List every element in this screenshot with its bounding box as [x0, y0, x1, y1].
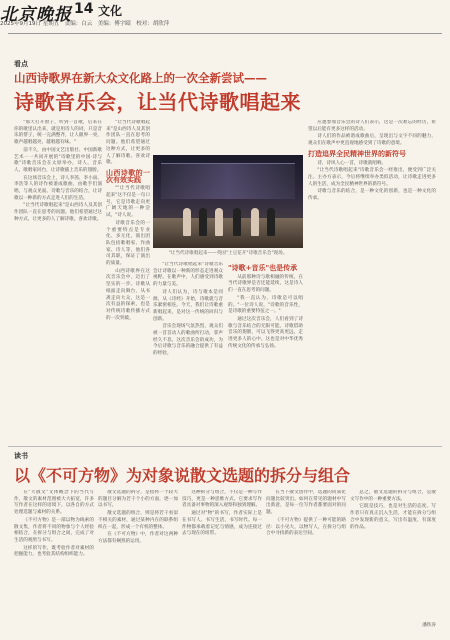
paragraph: 《不可方物》提供了一种可能的路径：以小见大，以物写人，在拆分与组合中寻找新的表达空间。: [266, 517, 346, 537]
paragraph: 在这场音乐会上，诗人李茜、李小雨、李浩等人的诗作被谱成歌曲，由歌手们演唱，与观众见面。诗歌与音乐的结合，让诗歌以一种新的方式走进人们的生活。: [14, 175, 102, 201]
performer: [267, 208, 275, 236]
section-divider: [8, 446, 442, 447]
paragraph: 诗人们的作品被谱成歌曲后，呈现出与文字不同的魅力，观众们在歌声中更直观地感受到了诗歌的意境。: [308, 134, 436, 147]
paragraph: ""让当代诗歌唱起来"这不仅是一句口号，它是诗歌走向更广阔天地的一种尝试。"诗人说。: [106, 186, 150, 219]
article2-headline: 以《不可方物》为对象说散文选题的拆分与组合: [14, 466, 351, 485]
paragraph: 前不久，由中国文艺出版社、中国新歌艺术一一共同开展的"诗歌里的中国·诗与歌"诗歌音乐会在太原举办，诗人、音乐人、歌唱家同台，让诗歌插上音乐的翅膀。: [14, 147, 102, 173]
article1-column-1: [14, 120, 102, 442]
paragraph: 《不可方物》是一部以物为线索的散文集，作者将不同的物象与个人经验相结合，在拆分与组合之间，完成了对生活的观照与书写。: [14, 517, 94, 543]
paragraph: 总之，散文选题的拆分与组合，是散文写作中的一种重要方法。: [350, 490, 436, 502]
dateline: 2025年9月19日 星期五 责编：白云 美编：傅宇赜 校对：胡欣萍: [0, 21, 170, 27]
paragraph: 山西诗歌界在这次音乐会中，迈出了坚实的一步。诗歌从纸面走向舞台，从书斋走向大众，这是一次有益的探索，也是对传统诗歌传播方式的一次突破。: [106, 268, 150, 321]
paragraph: 音乐会现场气氛热烈，观众们被一首首动人的歌曲所打动，掌声经久不息。这次音乐会的成功，为今后诗歌与音乐的融合提供了有益的经验。: [153, 324, 223, 357]
article1-column-2: [106, 120, 150, 442]
paragraph: 在"大散文"文体概念下的当代写作，散文的素材范围被大大拓宽，许多写作者在这样的语境下，以各自的方式处理选题与素材的关系。: [14, 490, 94, 516]
performer: [199, 208, 207, 236]
photo-caption: "让当代诗歌唱起来——英国"土豆花开"诗歌音乐会"现场。: [168, 251, 288, 256]
paragraph: 在《不可方物》中，作者对这两种方法都有娴熟的运用。: [98, 532, 178, 544]
performer: [215, 208, 223, 236]
section-name: 文化: [98, 4, 123, 18]
paragraph: "让当代诗歌唱起来"是山西诗人及其创作团队一直在思考的问题。他们希望通过这种方式，让更多的人了解诗歌、喜欢诗歌。: [106, 120, 150, 166]
performer: [233, 208, 241, 236]
stage-screen: [161, 163, 295, 199]
article1-column-4: [228, 262, 303, 442]
paragraph: 应邀参加音乐会的诗人们表示，这是一次难忘的经历，希望以后能有更多这样的活动。: [308, 120, 436, 132]
paragraph: 它既是技巧，也是对生活的态度。写作者只有真正沉入生活，才能在拆分与组合中发现新的意义，写出有温度、有深度的作品。: [350, 504, 436, 530]
newspaper-logo: 北京晚报: [0, 5, 72, 25]
performer: [251, 208, 259, 236]
paragraph: "让当代诗歌唱起来"是山西诗人及其创作团队一直在思考的问题。他们希望通过这种方式，让更多的人了解诗歌、喜欢诗歌。: [14, 203, 102, 222]
article2-byline: 潘铁涛: [422, 623, 436, 628]
article1-column-5: [308, 120, 436, 442]
article2-column-1: [14, 490, 94, 620]
paragraph: 在当下散文创作中，选题的同质化问题比较突出。如何在常见的题材中写出新意，是每一位写作者都要面对的问题。: [266, 490, 346, 516]
paragraph: 散文选题的组合，则是将若干看似不相关的素材，通过某种内在的联系组织在一起，形成一个有机的整体。: [98, 511, 178, 530]
article2-column-5: [350, 490, 436, 620]
paragraph: 诗、诗风人心一首，诗歌就唱响。: [317, 160, 387, 166]
article2-column-2: [98, 490, 178, 620]
paragraph: 从前那种诗与歌相融的传统，在当代诗歌界是否还能延续，这是诗人们一直在思考的问题。: [228, 274, 303, 294]
paragraph: "我一直认为，诗歌是可以唱的。"一位诗人说，"诗歌的音乐性，是诗歌的重要特征之一。": [228, 295, 303, 315]
article1-photo: [153, 155, 303, 248]
performer: [183, 208, 191, 236]
article1-column-heading-2: "诗歌+音乐"也是传承: [228, 264, 298, 272]
paragraph: 这样的写作，既考验作者对素材的把握能力，也考验其结构组织能力。: [14, 545, 94, 558]
paragraph: "让当代诗歌唱起来"诗歌音乐会让诗歌以一种新的形态走进观众视野。在歌声中，人们感受到诗歌的力量与美。: [153, 262, 223, 288]
paragraph: 诗歌音乐会的一个重要特点是专业化、多元化，演出团队包括歌唱家、作曲家、诗人等，他们各司其职，保证了演出的质量。: [106, 220, 150, 267]
masthead-rule: [8, 33, 442, 34]
article1-column-heading-3: 打造追界全民精神世界的新符号: [308, 149, 406, 158]
article1-kicker: 看点: [14, 60, 28, 68]
paragraph: 诗人们认为，诗与歌本是同源，从《诗经》开始，诗歌就与音乐紧密相连。今天，我们让诗歌重新唱起来，是对这一传统的回归与创新。: [153, 289, 223, 322]
paragraph: 诗歌与音乐的结合，是一种文化的创新，也是一种文化的传承。: [308, 189, 436, 202]
paragraph: 这种拆分与组合，不仅是一种写作技巧，更是一种思维方式。它要求写作者具备对事物的深入观察和独到理解。: [182, 490, 262, 509]
article2-kicker: 读书: [14, 452, 28, 460]
article1-headline: 诗歌音乐会，让当代诗歌唱起来: [14, 90, 301, 114]
paragraph: "让当代诗歌唱起来"诗歌音乐会一经推出，便受到广泛关注。主办方表示，今后将继续举办类似活动，让诗歌走进更多人的生活，成为全民精神世界的新符号。: [308, 168, 436, 187]
paragraph: 散文选题的拆分，是指将一个较大的题目分解为若干个小的方面，逐一加以书写。: [98, 490, 178, 509]
paragraph: 通过对"物"的书写，作者实际上是在书写人、书写生活、书写时代。每一件物都承载着记忆与情感，成为连接过去与现在的纽带。: [182, 511, 262, 537]
page-number: 14: [74, 1, 94, 17]
article1-subhead: 山西诗歌界在新大众文化路上的一次全新尝试——: [14, 71, 267, 85]
stage-floor: [153, 218, 303, 248]
article2-column-4: [266, 490, 346, 620]
paragraph: "那天打开窗子，听到一首歌，后来在你的歌里认出来，就是用诗人的词，只是音乐的帮子，统一完满整齐，让人眼界一亮，歌声越唱越亮，越唱越有味。": [14, 120, 102, 146]
article2-column-3: [182, 490, 262, 620]
article1-column-heading-1: 山西诗歌的一次有效实践: [106, 168, 150, 184]
article1-column-3: [153, 262, 223, 442]
paragraph: 通过这次音乐会，人们看到了诗歌与音乐结合的无限可能。诗歌借助音乐的翅膀，可以飞得更高更远，走进更多人的心中。这也是对中华优秀传统文化的传承与弘扬。: [228, 316, 303, 349]
